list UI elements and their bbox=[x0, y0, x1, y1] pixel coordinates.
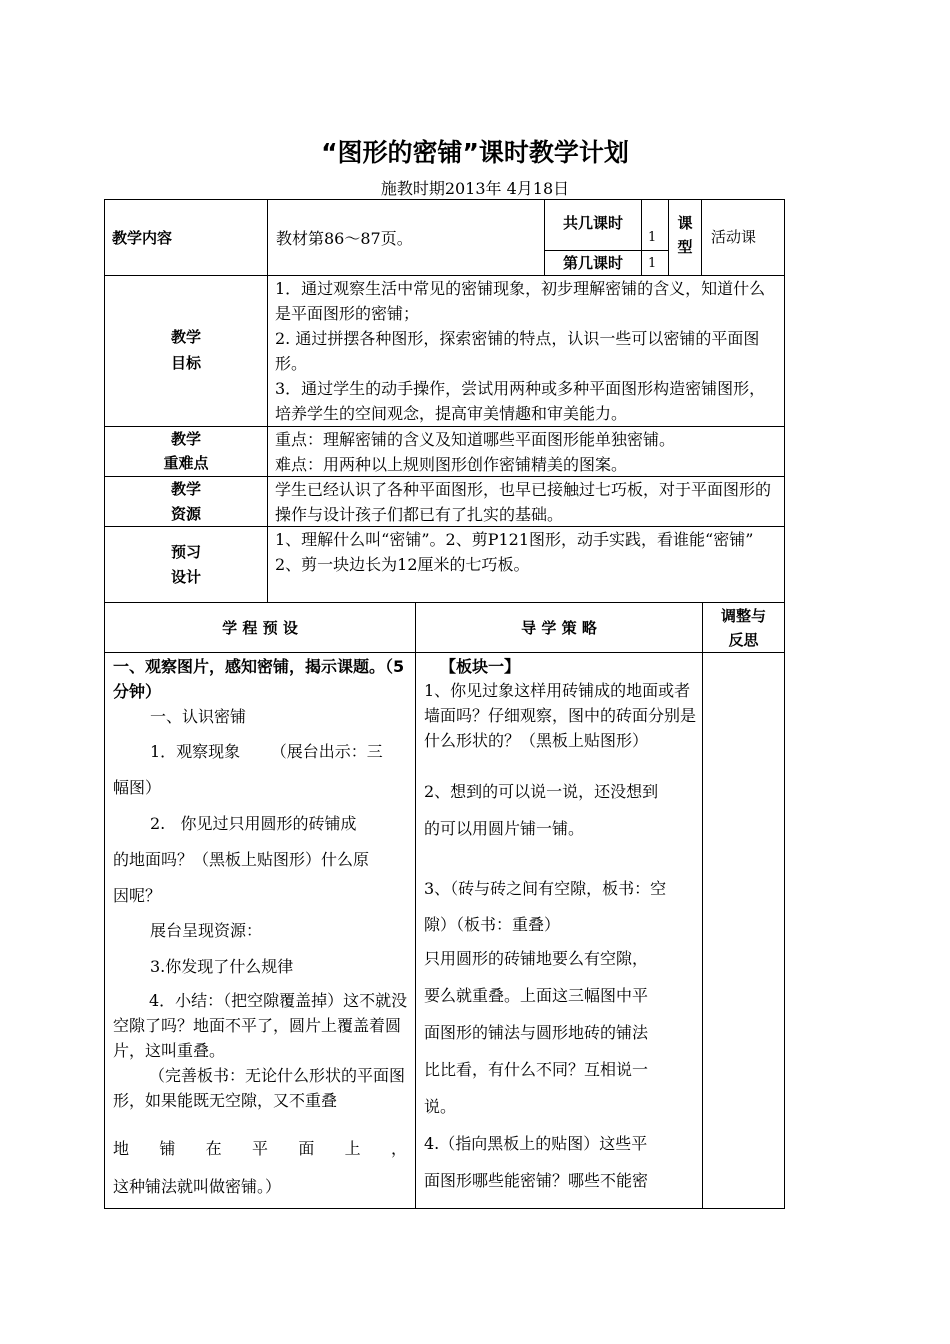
strategy-line: 1、你见过象这样用砖铺成的地面或者墙面吗？仔细观察，图中的砖面分别是什么形状的？（黑板上贴图形） bbox=[424, 681, 697, 750]
teaching-date: 施教时期2013年 4月18日 bbox=[380, 179, 570, 198]
preview-item: 1、理解什么叫“密铺”。2、剪P121图形，动手实践，看谁能“密铺” bbox=[275, 530, 754, 549]
process-line: 2. 你见过只用圆形的砖铺成 bbox=[150, 814, 357, 833]
goal-item: 1．通过观察生活中常见的密铺现象，初步理解密铺的含义，知道什么是平面图形的密铺； bbox=[275, 279, 766, 323]
spread-char: ， bbox=[390, 1139, 407, 1158]
total-lessons-label: 共几课时 bbox=[562, 214, 623, 232]
strategy-line: 面图形的铺法与圆形地砖的铺法 bbox=[424, 1023, 649, 1042]
lesson-type-label: 课型 bbox=[677, 214, 693, 256]
process-line: 展台呈现资源： bbox=[150, 921, 263, 940]
goal-item: 3．通过学生的动手操作，尝试用两种或多种平面图形构造密铺图形，培养学生的空间观念，提高审美情趣和审美能力。 bbox=[275, 379, 766, 423]
resources-text: 学生已经认识了各种平面图形，也早已接触过七巧板，对于平面图形的操作与设计孩子们都已有了扎实的基础。 bbox=[275, 480, 772, 524]
resources-label-2: 资源 bbox=[170, 505, 201, 523]
keypoints-list bbox=[275, 427, 781, 477]
spread-char: 平 bbox=[251, 1139, 268, 1158]
strategy-line: 只用圆形的砖铺地要么有空隙， bbox=[424, 949, 649, 968]
strategy-line: 隙）（板书：重叠） bbox=[424, 915, 561, 934]
keypoints-label-2: 重难点 bbox=[163, 454, 209, 472]
strategy-line: 2、想到的可以说一说，还没想到 bbox=[424, 782, 659, 801]
strategy-line: 要么就重叠。上面这三幅图中平 bbox=[424, 986, 649, 1005]
keypoint-item: 难点：用两种以上规则图形创作密铺精美的图案。 bbox=[275, 455, 628, 474]
spread-char: 上 bbox=[344, 1139, 361, 1158]
strategy-line: 面图形哪些能密铺？哪些不能密 bbox=[424, 1171, 649, 1190]
strategy-line: 比比看，有什么不同？互相说一 bbox=[424, 1060, 649, 1079]
strategy-line: 的可以用圆片铺一铺。 bbox=[424, 819, 585, 838]
process-line: 一、认识密铺 bbox=[150, 707, 247, 726]
process-heading: 一、观察图片，感知密铺，揭示课题。（5分钟） bbox=[113, 657, 405, 701]
process-line: 因呢？ bbox=[113, 886, 162, 905]
process-line: （完善板书：无论什么形状的平面图形，如果能既无空隙，又不重叠 bbox=[113, 1066, 406, 1110]
preview-label-1: 预习 bbox=[170, 543, 201, 561]
process-line: 的地面吗？（黑板上贴图形）什么原 bbox=[113, 850, 370, 869]
preview-item: 2、剪一块边长为12厘米的七巧板。 bbox=[275, 555, 530, 574]
total-lessons-value: 1 bbox=[648, 230, 657, 245]
process-line: 这种铺法就叫做密铺。） bbox=[113, 1177, 282, 1196]
process-line: 幅图） bbox=[113, 778, 162, 797]
preview-list bbox=[275, 527, 781, 577]
preview-label-2: 设计 bbox=[170, 568, 201, 586]
content-value: 教材第86～87页。 bbox=[276, 229, 413, 248]
keypoints-label-1: 教学 bbox=[170, 430, 201, 448]
goals-label-1: 教学 bbox=[170, 328, 201, 346]
strategy-line: 说。 bbox=[424, 1097, 457, 1116]
strategy-line: 3、（砖与砖之间有空隙，板书：空 bbox=[424, 879, 667, 898]
spread-char: 在 bbox=[205, 1139, 222, 1158]
cell-adjust-body bbox=[702, 652, 785, 1209]
goal-item: 2. 通过拼摆各种图形，探索密铺的特点，认识一些可以密铺的平面图形。 bbox=[275, 329, 760, 373]
adjust-column-header-2: 反思 bbox=[728, 631, 759, 649]
lesson-number-label: 第几课时 bbox=[562, 254, 623, 272]
lesson-number-value: 1 bbox=[648, 256, 657, 271]
process-spread-line bbox=[113, 1136, 407, 1161]
goals-label-2: 目标 bbox=[170, 354, 201, 372]
spread-char: 地 bbox=[113, 1139, 130, 1158]
adjust-column-header-1: 调整与 bbox=[720, 607, 766, 625]
strategy-line: 4.（指向黑板上的贴图）这些平 bbox=[424, 1134, 648, 1153]
goals-list bbox=[275, 276, 781, 426]
process-line: 4．小结：（把空隙覆盖掉）这不就没空隙了吗？地面不平了，圆片上覆盖着圆片，这叫重叠。 bbox=[113, 991, 408, 1060]
process-column-header: 学 程 预 设 bbox=[222, 619, 298, 637]
strategy-heading: 【板块一】 bbox=[440, 657, 521, 676]
process-line: 1．观察现象 （展台出示：三 bbox=[150, 742, 383, 761]
resources-label-1: 教学 bbox=[170, 480, 201, 498]
document-title: “图形的密铺”课时教学计划 bbox=[321, 138, 629, 167]
spread-char: 铺 bbox=[159, 1139, 176, 1158]
spread-char: 面 bbox=[298, 1139, 315, 1158]
strategy-column-header: 导 学 策 略 bbox=[521, 619, 597, 637]
keypoint-item: 重点：理解密铺的含义及知道哪些平面图形能单独密铺。 bbox=[275, 430, 676, 449]
process-line: 3.你发现了什么规律 bbox=[150, 957, 294, 976]
content-label: 教学内容 bbox=[112, 229, 173, 247]
lesson-type-value: 活动课 bbox=[711, 228, 757, 246]
